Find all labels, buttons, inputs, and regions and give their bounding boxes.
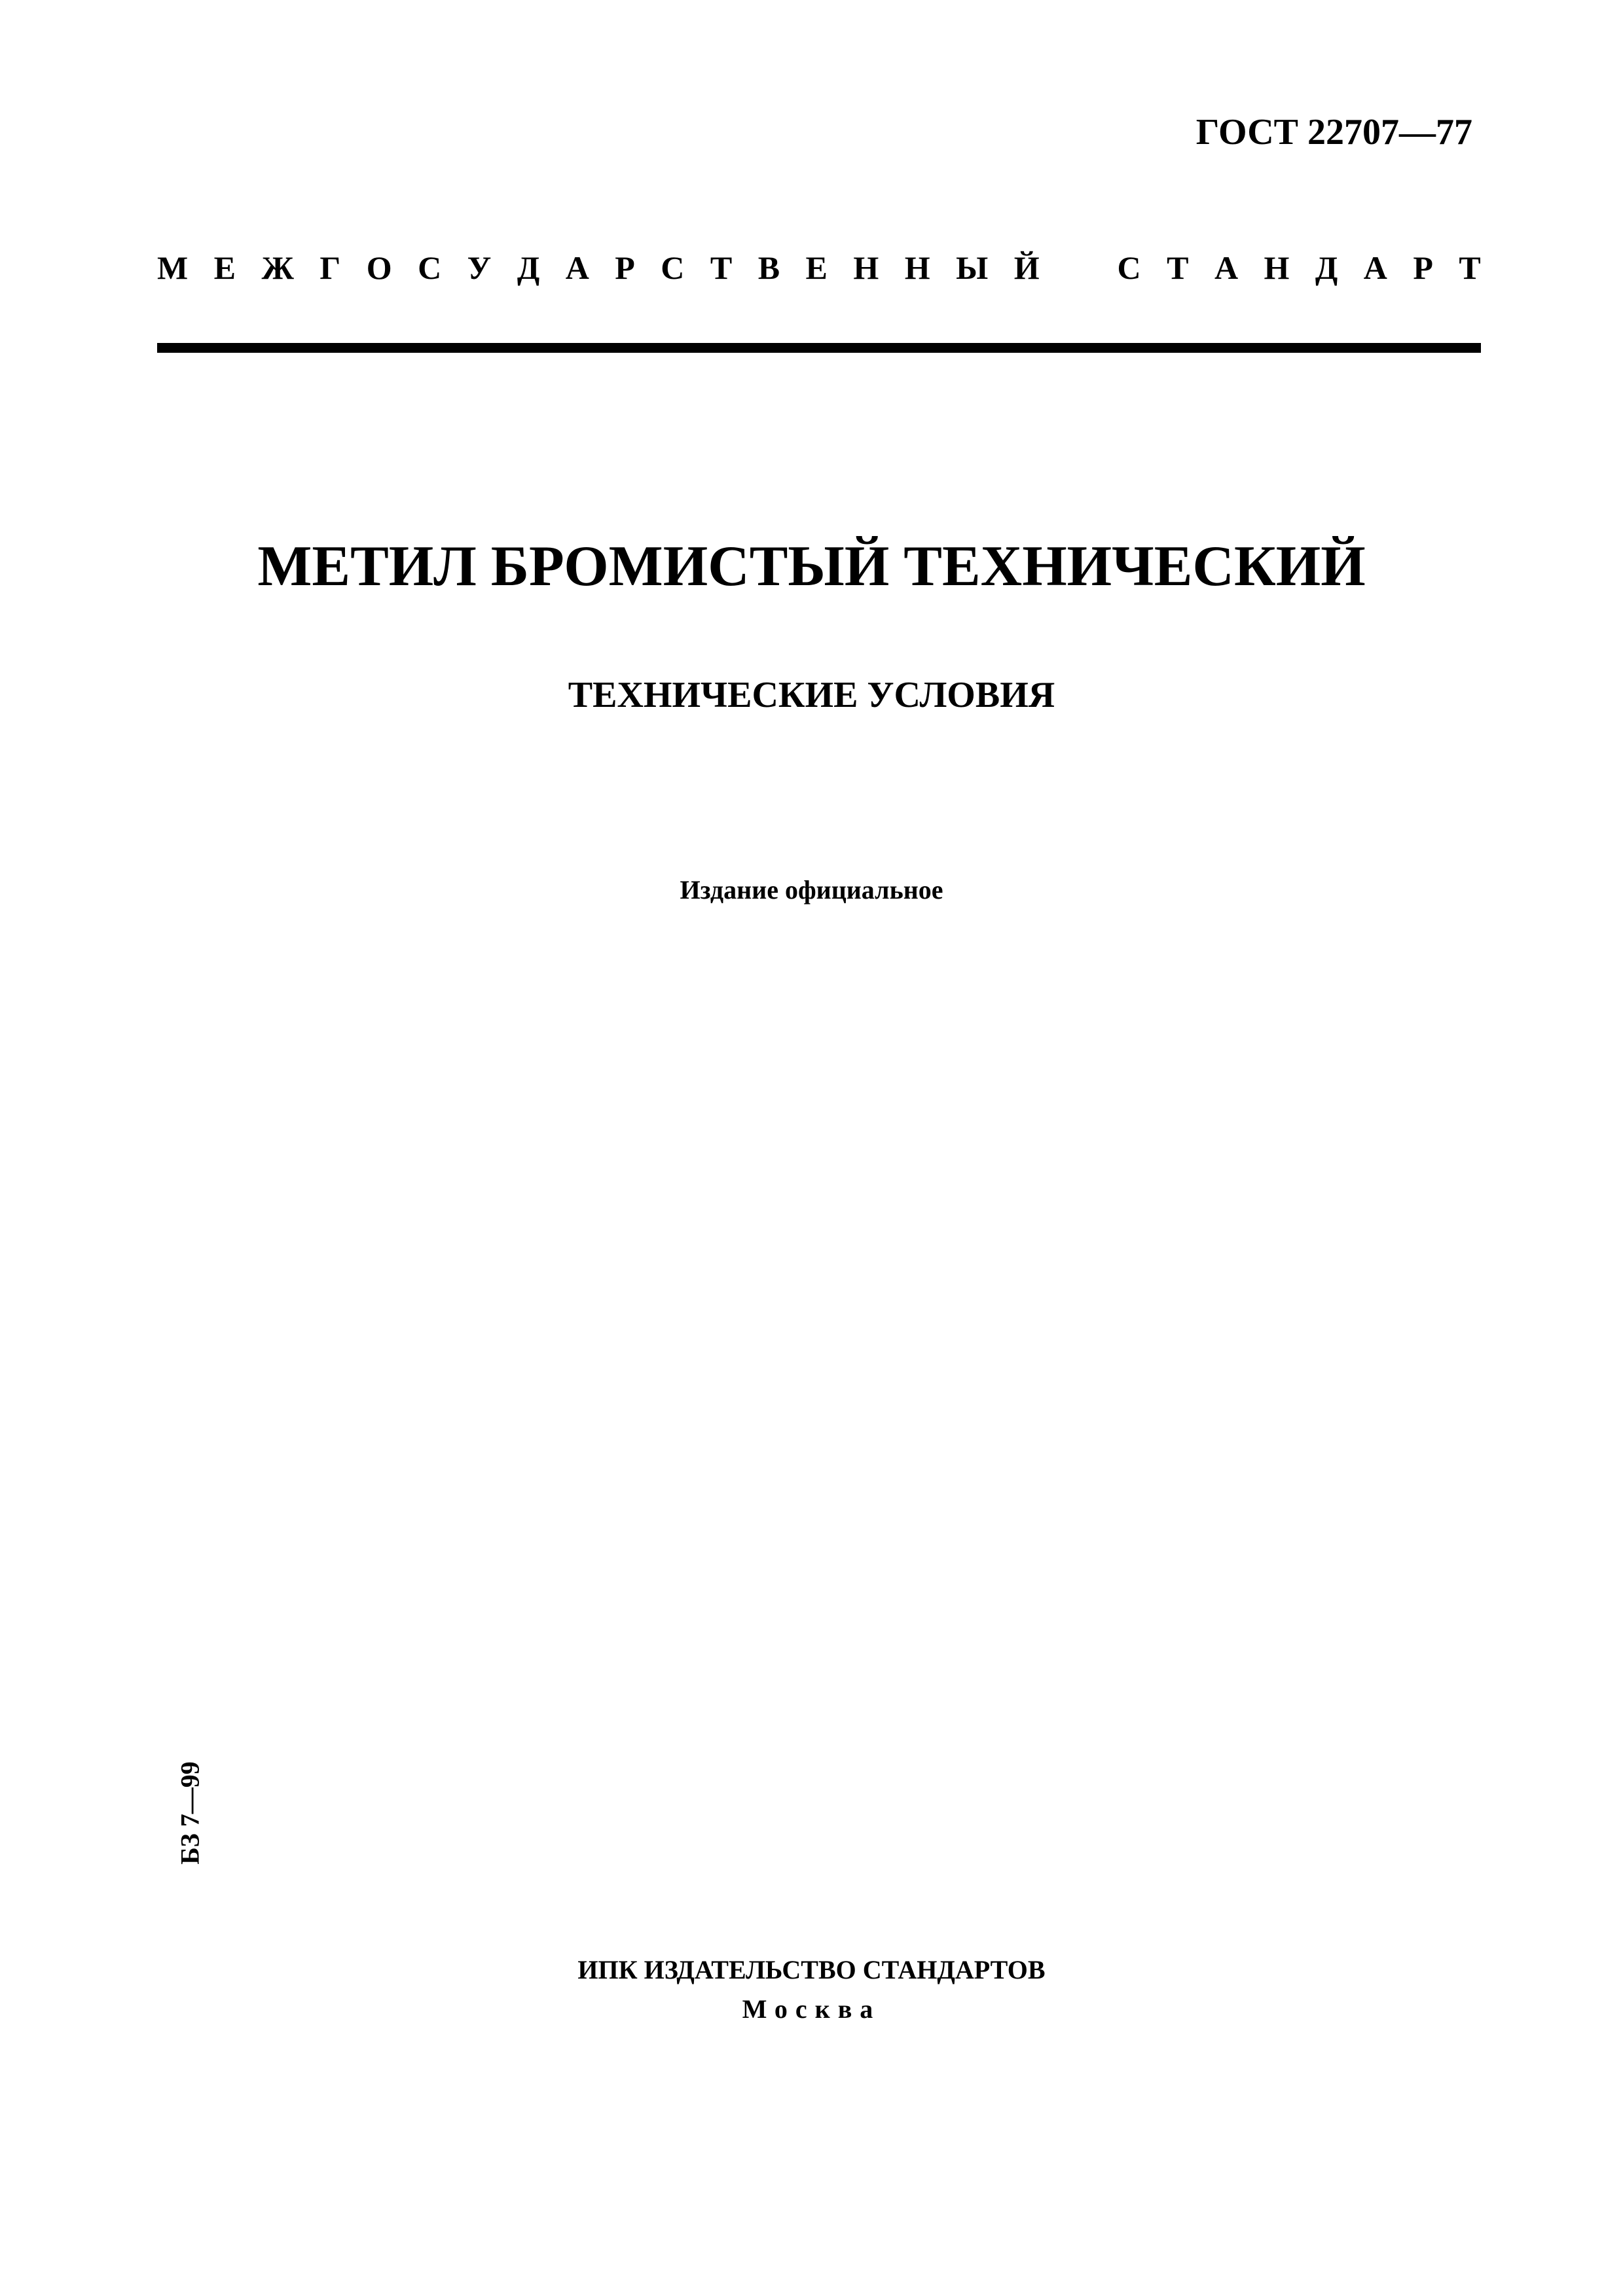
standard-type-letter: А [565, 249, 589, 286]
standard-type-letter: М [157, 249, 189, 286]
standard-type-letter: С [418, 249, 442, 286]
standard-type-letter: Р [615, 249, 635, 286]
publisher-name: ИПК ИЗДАТЕЛЬСТВО СТАНДАРТОВ [577, 1955, 1046, 1984]
header-divider [157, 343, 1481, 353]
standard-type-letter: Н [1264, 249, 1290, 286]
standard-type-letter: Н [853, 249, 879, 286]
standard-type-heading [157, 249, 1481, 287]
standard-type-letter: Ы [956, 249, 989, 286]
edition-note: Издание официальное [680, 875, 943, 905]
standard-type-letter: Г [319, 249, 341, 286]
side-code: БЗ 7—99 [175, 1761, 205, 1865]
standard-type-letter: О [366, 249, 392, 286]
standard-type-letter: Т [1459, 249, 1481, 286]
standard-type-letter: Д [1315, 249, 1338, 286]
standard-type-letter: Ж [261, 249, 294, 286]
standard-type-letter: Й [1013, 249, 1040, 286]
standard-type-letter: Т [710, 249, 733, 286]
word-gap [1065, 249, 1091, 287]
standard-type-letter: У [467, 249, 492, 286]
document-title: МЕТИЛ БРОМИСТЫЙ ТЕХНИЧЕСКИЙ [257, 535, 1366, 598]
standard-type-letter: С [661, 249, 685, 286]
standard-type-letter: Д [517, 249, 540, 286]
standard-type-letter: В [757, 249, 780, 286]
standard-type-letter: С [1117, 249, 1141, 286]
standard-type-letter: Р [1413, 249, 1433, 286]
document-subtitle: ТЕХНИЧЕСКИЕ УСЛОВИЯ [568, 675, 1055, 715]
gost-number: ГОСТ 22707—77 [1195, 112, 1472, 152]
standard-type-letter: А [1214, 249, 1239, 286]
standard-type-letter: Е [805, 249, 828, 286]
publisher-city: Москва [742, 1994, 881, 2024]
standard-type-letter: Т [1167, 249, 1189, 286]
standard-type-letter: Н [904, 249, 930, 286]
standard-type-letter: Е [213, 249, 236, 286]
standard-type-letter: А [1363, 249, 1387, 286]
